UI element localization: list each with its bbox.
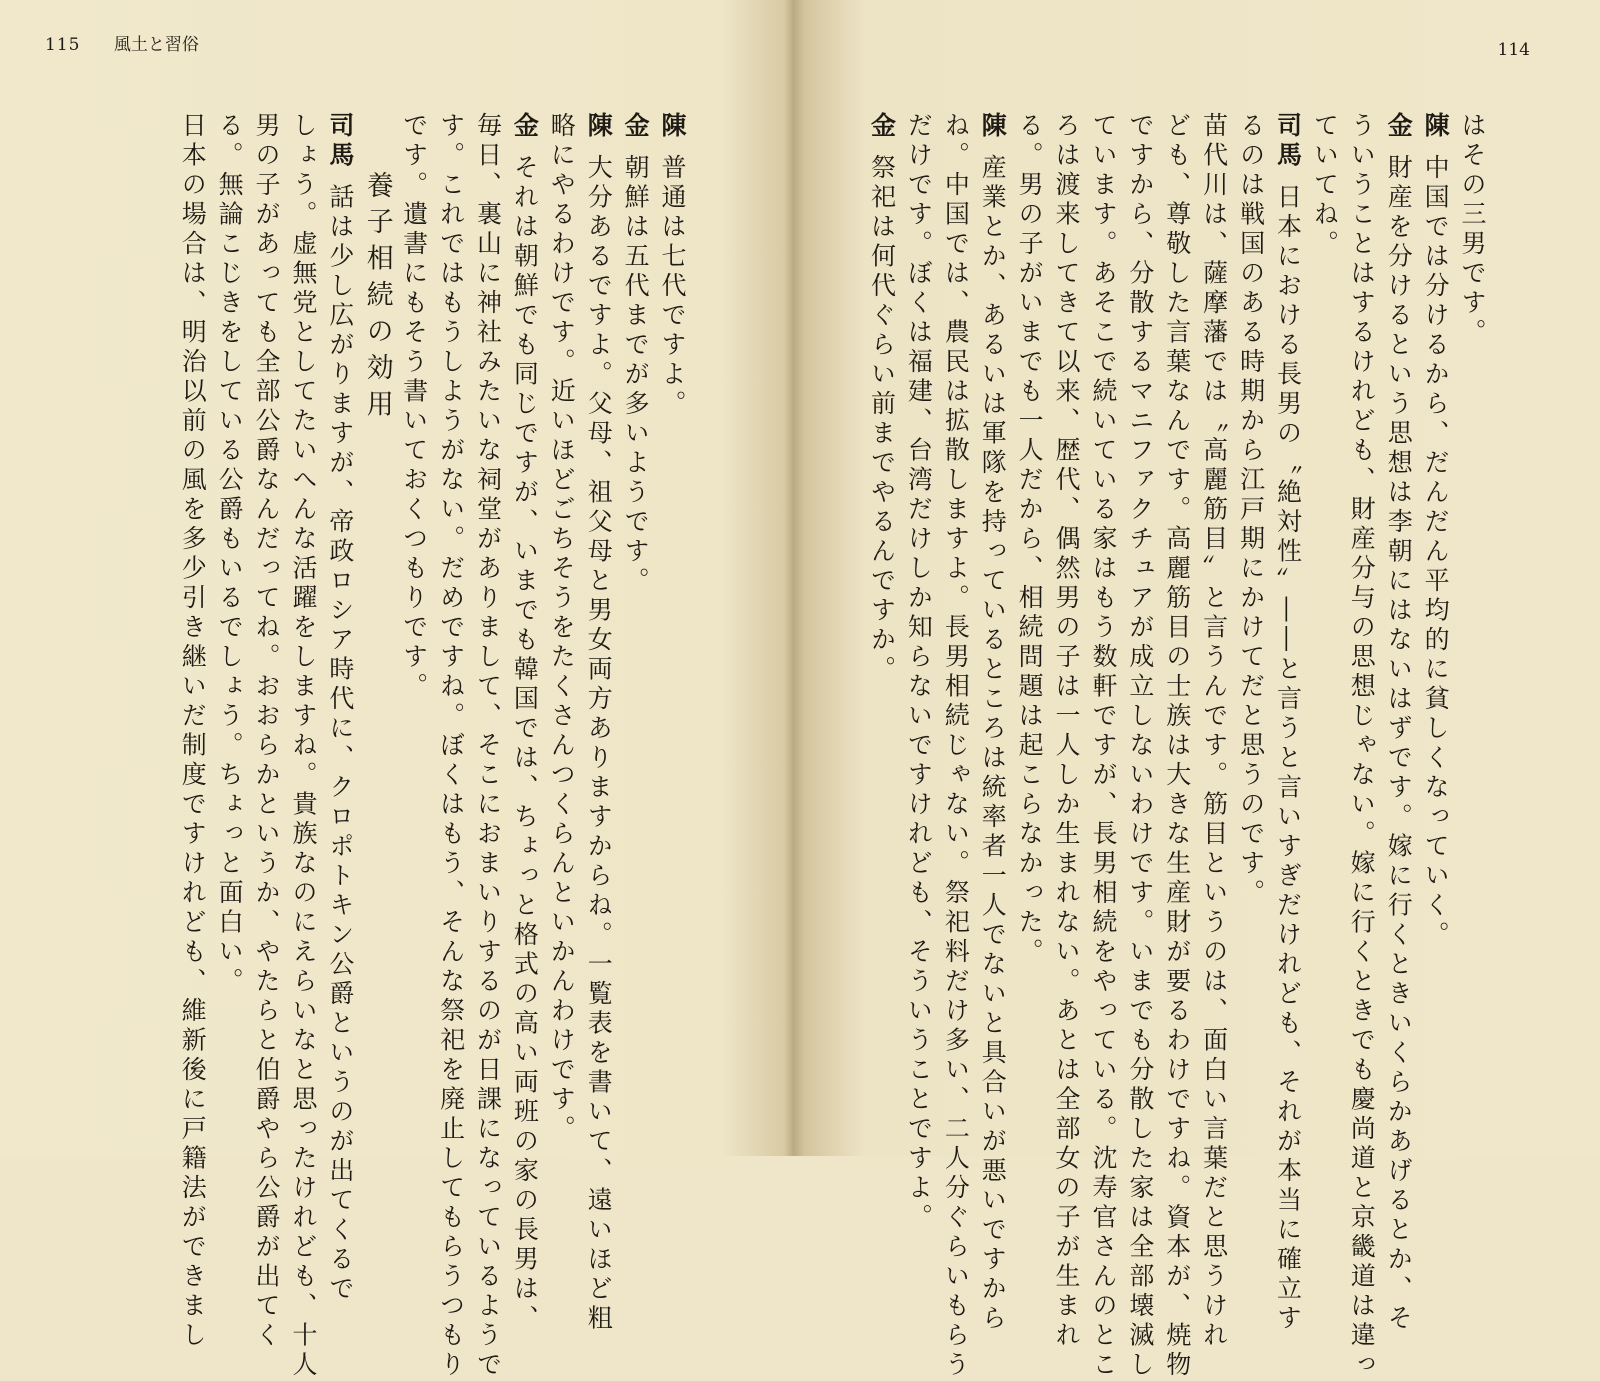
line-text: るのは戦国のある時期から江戸期にかけてだと思うのです。 [1236, 112, 1266, 909]
speaker-label: 金 [510, 112, 540, 142]
line-text: 日本における長男の〝絶対性〟――と言うと言いすぎだけれども、それが本当に確立す [1273, 183, 1303, 1334]
line-text: だけです。ぼくは福建、台湾だけしか知らないですけれども、そういうことですよ。 [904, 112, 934, 1233]
speaker-label: 金 [867, 112, 897, 142]
line-text: る。男の子がいまでも一人だから、相続問題は起こらなかった。 [1015, 112, 1045, 968]
speaker-label: 陳 [1421, 112, 1451, 142]
line-text: です。遺書にもそう書いておくつもりです。 [399, 112, 429, 702]
speaker-label: 陳 [658, 112, 687, 142]
line-text: 大分あるですよ。父母、祖父母と男女両方ありますからね。一覧表を書いて、遠いほど粗 [584, 154, 614, 1334]
line-text: はその三男です。 [1458, 112, 1487, 348]
line-text: ていてね。 [1310, 112, 1340, 260]
line-text: す。これではもうしようがない。だめですね。ぼくはもう、そんな祭祀を廃止してもらうつもり [436, 112, 466, 1381]
line-text: ういうことはするけれども、財産分与の思想じゃない。嫁に行くときでも慶尚道と京畿道は違っ [1347, 112, 1377, 1381]
line-text: 略にやるわけです。近いほどごちそうをたくさんつくらんといかんわけです。 [547, 112, 577, 1145]
text-line [900, 112, 937, 1233]
text-line [321, 112, 358, 1305]
text-line [1084, 112, 1121, 1381]
text-line [210, 112, 247, 1112]
line-text: 祭祀は何代ぐらい前までやるんですか。 [867, 154, 897, 685]
speaker-label: 金 [1384, 112, 1414, 142]
left-running-head [45, 30, 199, 55]
text-line [653, 112, 690, 1112]
speaker-label: 金 [621, 112, 651, 142]
text-line [1342, 112, 1379, 1381]
line-text: 産業とか、あるいは軍隊を持っているところは統率者一人でないと具合いが悪いですから [978, 154, 1008, 1334]
text-line [1416, 112, 1453, 1112]
text-line [284, 112, 321, 1381]
line-text: 中国では分けるから、だんだん平均的に貧しくなっていく。 [1421, 154, 1451, 951]
speaker-label: 陳 [584, 112, 614, 142]
line-text: ています。あそこで続いている家はもう数軒ですが、長男相続をやっている。沈寿官さんのとこ [1088, 112, 1118, 1381]
text-line [432, 112, 469, 1381]
section-heading [358, 112, 395, 1171]
line-text: 朝鮮は五代までが多いようです。 [621, 154, 651, 597]
line-text: 話は少し広がりますが、帝政ロシア時代に、クロポトキン公爵というのが出てくるで [325, 183, 355, 1305]
line-text: 日本の場合は、明治以前の風を多少引き継いだ制度ですけれども、維新後に戸籍法ができまし [178, 112, 208, 1351]
text-line [1305, 112, 1342, 1112]
text-line [863, 112, 900, 1112]
text-line [469, 112, 506, 1381]
left-text-body [173, 112, 690, 1381]
text-line [973, 112, 1010, 1334]
text-line [1195, 112, 1232, 1351]
text-line [1232, 112, 1269, 1112]
left-page [0, 0, 790, 1381]
text-line [1158, 112, 1195, 1381]
line-text: ね。中国では、農民は拡散しますよ。長男相続じゃない。祭祀料だけ多い、二人分ぐらいもらう [941, 112, 971, 1381]
running-title: 風土と習俗 [113, 35, 199, 55]
line-text: 財産を分けるという思想は李朝にはないはずです。嫁に行くときいくらかあげるとか、そ [1384, 154, 1414, 1334]
text-line [173, 112, 210, 1351]
line-text: 苗代川は、薩摩藩では〝高麗筋目〟と言うんです。筋目というのは、面白い言葉だと思うけれ [1199, 112, 1229, 1351]
line-text: 養子相続の効用 [361, 171, 393, 427]
line-text: る。無論こじきをしている公爵もいるでしょう。ちょっと面白い。 [215, 112, 245, 997]
line-text: 普通は七代ですよ。 [658, 154, 687, 420]
text-line [1047, 112, 1084, 1351]
text-line [1010, 112, 1047, 1112]
text-line [1379, 112, 1416, 1334]
speaker-label: 司馬 [1273, 112, 1303, 171]
text-line [1453, 112, 1490, 1112]
speaker-label: 司馬 [325, 112, 355, 171]
line-text: しょう。虚無党としてたいへんな活躍をしますね。貴族なのにえらいなと思ったけれども、十人 [288, 112, 318, 1381]
text-line [1121, 112, 1158, 1381]
left-page-number: 115 [45, 35, 81, 55]
text-line [1269, 112, 1306, 1334]
line-text: 男の子があっても全部公爵なんだってね。おおらかというか、やたらと伯爵やら公爵が出てく [252, 112, 282, 1351]
text-line [616, 112, 653, 1112]
text-line [505, 112, 542, 1334]
right-page-number: 114 [1497, 40, 1530, 60]
right-running-head [1498, 40, 1530, 60]
line-text: ですから、分散するマニファクチュアが成立しないわけです。いまでも分散した家は全部壊滅し [1125, 112, 1155, 1381]
text-line [936, 112, 973, 1381]
line-text: 毎日、裏山に神社みたいな祠堂がありまして、そこにおまいりするのが日課になっているようで [473, 112, 503, 1381]
right-text-body [863, 112, 1490, 1381]
text-line [395, 112, 432, 1112]
right-page [810, 0, 1600, 1381]
speaker-label: 陳 [978, 112, 1008, 142]
line-text: それは朝鮮でも同じですが、いまでも韓国では、ちょっと格式の高い両班の家の長男は、 [510, 154, 540, 1334]
text-line [542, 112, 579, 1145]
line-text: ろは渡来してきて以来、歴代、偶然男の子は一人しか生まれない。あとは全部女の子が生まれ [1052, 112, 1082, 1351]
text-line [579, 112, 616, 1334]
line-text: ども、尊敬した言葉なんです。高麗筋目の士族は大きな生産財が要るわけですね。資本が、焼物 [1162, 112, 1192, 1381]
text-line [247, 112, 284, 1351]
